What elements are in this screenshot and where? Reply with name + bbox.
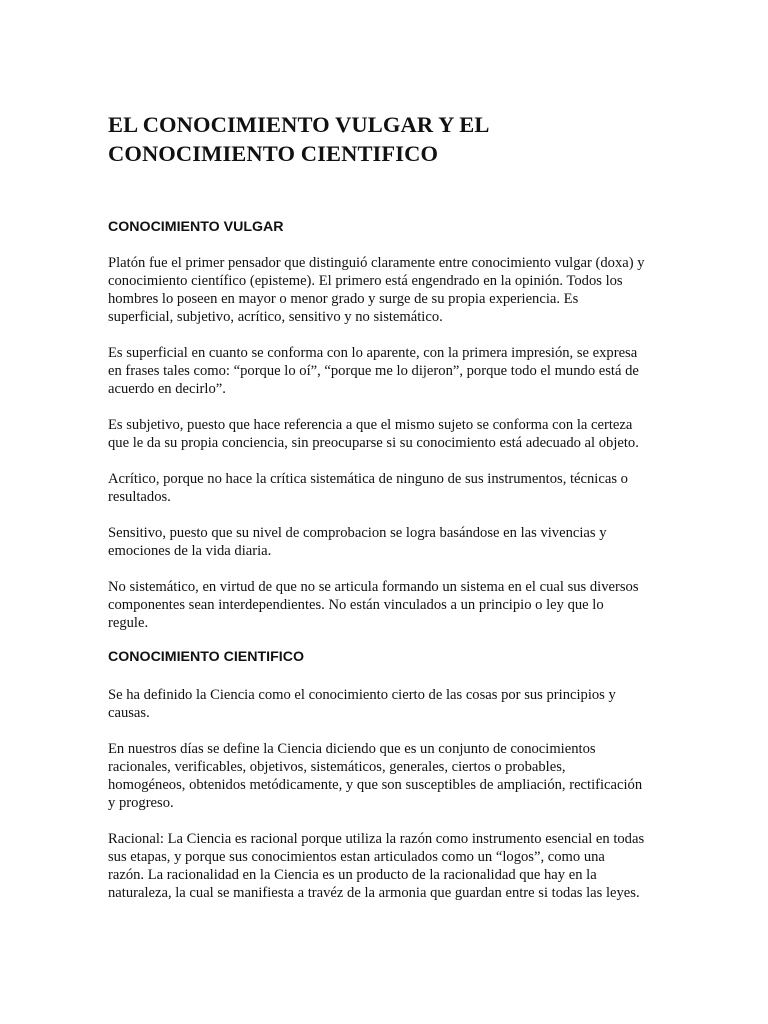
paragraph-sensitivo xyxy=(108,524,664,560)
text-line: sus etapas, y porque sus conocimientos estan articulados como un “logos”, como una xyxy=(108,849,605,865)
section-heading-vulgar: CONOCIMIENTO VULGAR xyxy=(108,219,284,235)
text-line: Sensitivo, puesto que su nivel de comprobacion se logra basándose en las vivencias y xyxy=(108,525,607,541)
title-line: CONOCIMIENTO CIENTIFICO xyxy=(108,141,439,166)
paragraph-acritico xyxy=(108,470,664,506)
text-line: homogéneos, obtenidos metódicamente, y que son susceptibles de ampliación, rectificación xyxy=(108,777,643,793)
text-line: Racional: La Ciencia es racional porque utiliza la razón como instrumento esencial en todas xyxy=(108,831,645,847)
text-line: componentes sean interdependientes. No están vinculados a un principio o ley que lo xyxy=(108,597,604,613)
text-line: emociones de la vida diaria. xyxy=(108,543,272,559)
paragraph-subjetivo xyxy=(108,416,664,452)
text-line: superficial, subjetivo, acrítico, sensitivo y no sistemático. xyxy=(108,309,443,325)
text-line: Acrítico, porque no hace la crítica sistemática de ninguno de sus instrumentos, técnicas o xyxy=(108,471,628,487)
paragraph-ciencia-hoy xyxy=(108,740,664,812)
section-heading-cientifico: CONOCIMIENTO CIENTIFICO xyxy=(108,649,304,665)
text-line: causas. xyxy=(108,705,150,721)
text-line: conocimiento científico (episteme). El primero está engendrado en la opinión. Todos los xyxy=(108,273,623,289)
title-line: EL CONOCIMIENTO VULGAR Y EL xyxy=(108,112,490,137)
paragraph-racional xyxy=(108,830,664,902)
text-line: Es superficial en cuanto se conforma con lo aparente, con la primera impresión, se expresa xyxy=(108,345,638,361)
document-title xyxy=(108,110,668,168)
text-line: Es subjetivo, puesto que hace referencia a que el mismo sujeto se conforma con la certeza xyxy=(108,417,633,433)
text-line: No sistemático, en virtud de que no se articula formando un sistema en el cual sus diversos xyxy=(108,579,639,595)
text-line: naturaleza, la cual se manifiesta a travéz de la armonia que guardan entre si todas las leyes. xyxy=(108,885,640,901)
paragraph-superficial xyxy=(108,344,664,398)
text-line: hombres lo poseen en mayor o menor grado y surge de su propia experiencia. Es xyxy=(108,291,579,307)
text-line: Platón fue el primer pensador que distinguió claramente entre conocimiento vulgar (doxa) y xyxy=(108,255,645,271)
paragraph-definicion xyxy=(108,686,664,722)
paragraph-plato xyxy=(108,254,664,326)
text-line: razón. La racionalidad en la Ciencia es un producto de la racionalidad que hay en la xyxy=(108,867,597,883)
text-line: en frases tales como: “porque lo oí”, “porque me lo dijeron”, porque todo el mundo está de xyxy=(108,363,639,379)
text-line: regule. xyxy=(108,615,149,631)
text-line: Se ha definido la Ciencia como el conocimiento cierto de las cosas por sus principios y xyxy=(108,687,616,703)
text-line: y progreso. xyxy=(108,795,174,811)
text-line: que le da su propia conciencia, sin preocuparse si su conocimiento está adecuado al objeto. xyxy=(108,435,639,451)
text-line: acuerdo en decirlo”. xyxy=(108,381,226,397)
text-line: racionales, verificables, objetivos, sistemáticos, generales, ciertos o probables, xyxy=(108,759,566,775)
paragraph-no-sistematico xyxy=(108,578,664,632)
text-line: En nuestros días se define la Ciencia diciendo que es un conjunto de conocimientos xyxy=(108,741,596,757)
text-line: resultados. xyxy=(108,489,171,505)
